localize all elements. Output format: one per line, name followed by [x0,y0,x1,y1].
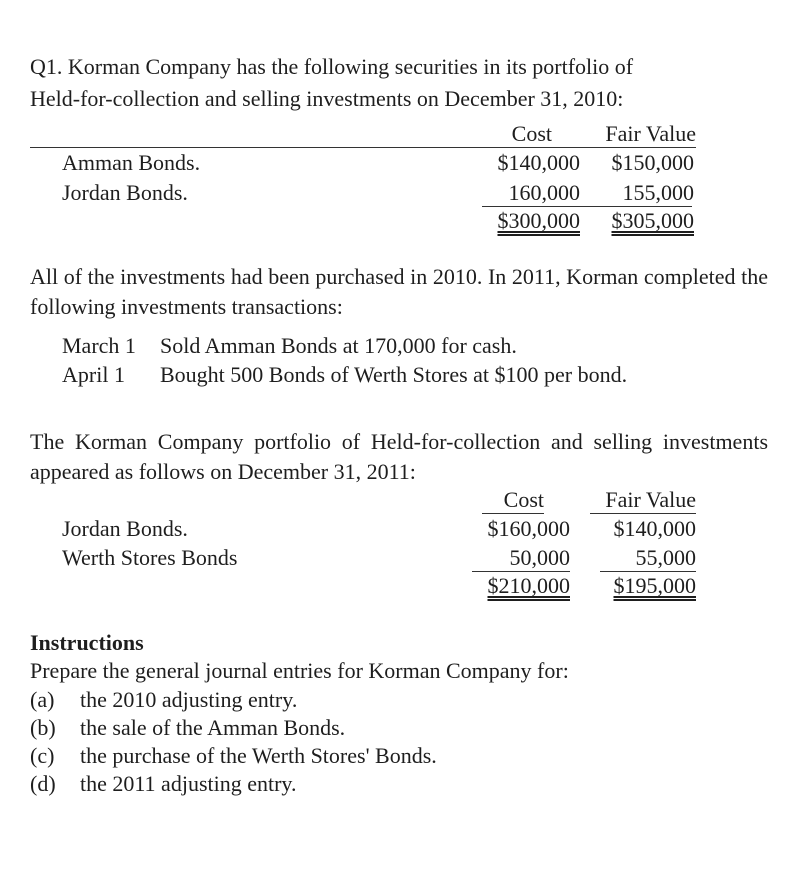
purchase-paragraph: All of the investments had been purchased in 2010. In 2011, Korman completed the following investments transactions: [30,264,768,319]
header-rule-cost [482,513,544,514]
header-fair-value: Fair Value [605,487,696,512]
instruction-label: (d) [30,771,56,796]
instruction-text: the purchase of the Werth Stores' Bonds. [80,743,437,768]
subtotal-rule-cost [472,571,570,572]
row-fair-value: $140,000 [613,516,696,541]
row-cost: $160,000 [487,516,570,541]
question-line-2: Held-for-collection and selling investments on December 31, 2010: [30,86,624,111]
instructions-heading: Instructions [30,630,144,655]
total-fair-value: $195,000 [613,573,696,598]
subtotal-rule-fair [600,571,696,572]
header-cost: Cost [511,121,552,146]
header-cost: Cost [503,487,544,512]
total-cost: $300,000 [497,208,580,233]
transaction-date: March 1 [62,333,136,358]
total-fair-value: $305,000 [611,208,694,233]
subtotal-rule [482,206,692,207]
transaction-text: Bought 500 Bonds of Werth Stores at $100 per bond. [160,362,628,387]
header-rule [30,147,696,148]
row-fair-value: 155,000 [622,180,694,205]
instruction-text: the 2010 adjusting entry. [80,687,298,712]
row-name: Amman Bonds. [62,150,201,175]
row-cost: $140,000 [497,150,580,175]
row-cost: 160,000 [508,180,580,205]
row-fair-value: 55,000 [635,545,696,570]
instruction-label: (c) [30,743,55,768]
row-name: Werth Stores Bonds [62,545,238,570]
row-fair-value: $150,000 [611,150,694,175]
instructions-intro: Prepare the general journal entries for Korman Company for: [30,658,569,683]
total-cost: $210,000 [487,573,570,598]
question-line-1: Q1. Korman Company has the following securities in its portfolio of [30,54,634,79]
header-fair-value: Fair Value [605,121,696,146]
instruction-text: the 2011 adjusting entry. [80,771,297,796]
transaction-text: Sold Amman Bonds at 170,000 for cash. [160,333,517,358]
instruction-text: the sale of the Amman Bonds. [80,715,346,740]
header-rule-fair [590,513,696,514]
portfolio-2011-paragraph: The Korman Company portfolio of Held-for-collection and selling investments appeared as follows on December 31, 2011: [30,429,768,484]
row-name: Jordan Bonds. [62,180,188,205]
instruction-label: (a) [30,687,55,712]
row-cost: 50,000 [509,545,570,570]
instruction-label: (b) [30,715,56,740]
transaction-date: April 1 [62,362,125,387]
row-name: Jordan Bonds. [62,516,188,541]
